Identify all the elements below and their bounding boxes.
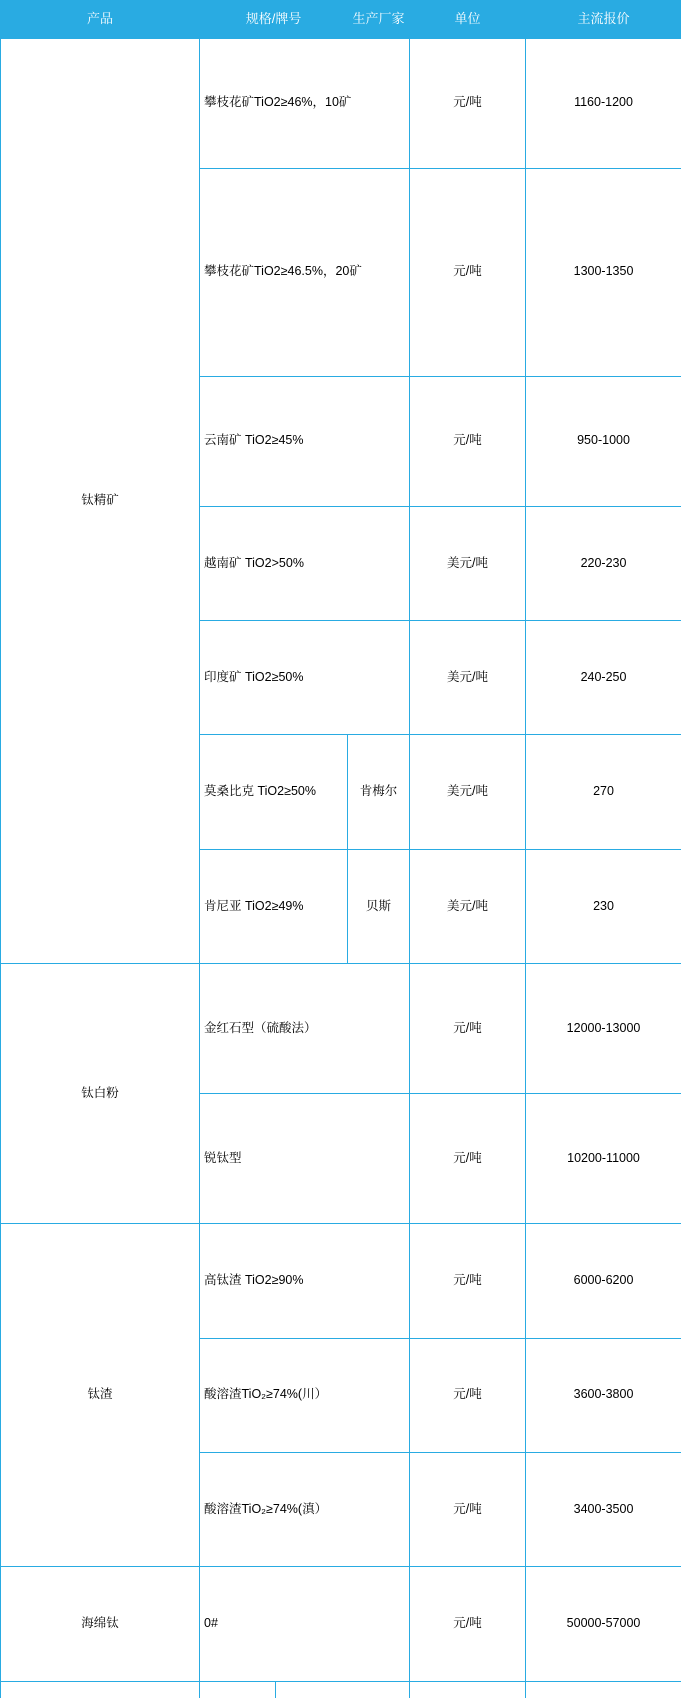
cell-unit: 元/吨 xyxy=(410,964,526,1094)
cell-unit: 元/吨 xyxy=(410,1224,526,1338)
table-row xyxy=(1,964,681,1094)
table-row xyxy=(1,1567,681,1681)
cell-spec: 金红石型（硫酸法） xyxy=(200,964,410,1094)
table-body xyxy=(1,38,681,1698)
cell-unit: 元/吨 xyxy=(410,376,526,506)
cell-unit: 元/吨 xyxy=(410,1567,526,1681)
cell-unit: 元/吨 xyxy=(410,1452,526,1566)
cell-unit: 美元/吨 xyxy=(410,506,526,620)
cell-spec: 云南矿 TiO2≥45% xyxy=(200,376,410,506)
cell-unit: 美元/吨 xyxy=(410,735,526,849)
cell-price: 950-1000 xyxy=(526,376,681,506)
cell-price: 10200-11000 xyxy=(526,1094,681,1224)
cell-unit: 美元/吨 xyxy=(410,849,526,963)
cell-spec: 高钛渣 TiO2≥90% xyxy=(200,1224,410,1338)
cell-spec: 锐钛型 xyxy=(200,1094,410,1224)
cell-category: 钛精矿 xyxy=(1,38,200,964)
cell-spec: 印度矿 TiO2≥50% xyxy=(200,621,410,735)
cell-category xyxy=(1,1681,200,1698)
cell-unit xyxy=(526,1681,681,1698)
cell-price: 1300-1350 xyxy=(526,168,681,376)
cell-unit: 元/吨 xyxy=(410,1338,526,1452)
cell-price: 240-250 xyxy=(526,621,681,735)
table-row xyxy=(1,1224,681,1338)
cell-unit: 美元/吨 xyxy=(410,621,526,735)
cell-maker: 肯梅尔 xyxy=(348,735,410,849)
cell-spec: 酸溶渣TiO₂≥74%(滇） xyxy=(200,1452,410,1566)
cell-price: 230 xyxy=(526,849,681,963)
cell-spec: 莫桑比克 TiO2≥50% xyxy=(200,735,348,849)
cell-maker xyxy=(410,1681,526,1698)
table-row xyxy=(1,38,681,168)
column-header-maker: 生产厂家 xyxy=(348,1,410,39)
cell-spec xyxy=(200,1681,276,1698)
cell-category: 钛渣 xyxy=(1,1224,200,1567)
column-header-price: 主流报价 xyxy=(526,1,681,39)
cell-category: 海绵钛 xyxy=(1,1567,200,1681)
cell-spec: 肯尼亚 TiO2≥49% xyxy=(200,849,348,963)
cell-spec: 0# xyxy=(200,1567,410,1681)
cell-unit: 元/吨 xyxy=(410,38,526,168)
cell-price: 3400-3500 xyxy=(526,1452,681,1566)
column-header-spec: 规格/牌号 xyxy=(200,1,348,39)
cell-price: 6000-6200 xyxy=(526,1224,681,1338)
cell-price: 12000-13000 xyxy=(526,964,681,1094)
cell-maker: 贝斯 xyxy=(348,849,410,963)
cell-category: 钛白粉 xyxy=(1,964,200,1224)
cell-spec: 攀枝花矿TiO2≥46.5%，20矿 xyxy=(200,168,410,376)
cell-spec-sub xyxy=(276,1681,410,1698)
cell-unit: 元/吨 xyxy=(410,1094,526,1224)
column-header-unit: 单位 xyxy=(410,1,526,39)
header-row xyxy=(1,1,681,39)
column-header-product: 产品 xyxy=(1,1,200,39)
cell-spec: 越南矿 TiO2>50% xyxy=(200,506,410,620)
table-header xyxy=(1,1,681,39)
cell-unit: 元/吨 xyxy=(410,168,526,376)
cell-spec: 酸溶渣TiO₂≥74%(川） xyxy=(200,1338,410,1452)
cell-price: 3600-3800 xyxy=(526,1338,681,1452)
cell-price: 270 xyxy=(526,735,681,849)
table-row xyxy=(1,1681,681,1698)
cell-price: 50000-57000 xyxy=(526,1567,681,1681)
cell-spec: 攀枝花矿TiO2≥46%，10矿 xyxy=(200,38,410,168)
cell-price: 220-230 xyxy=(526,506,681,620)
cell-price: 1160-1200 xyxy=(526,38,681,168)
